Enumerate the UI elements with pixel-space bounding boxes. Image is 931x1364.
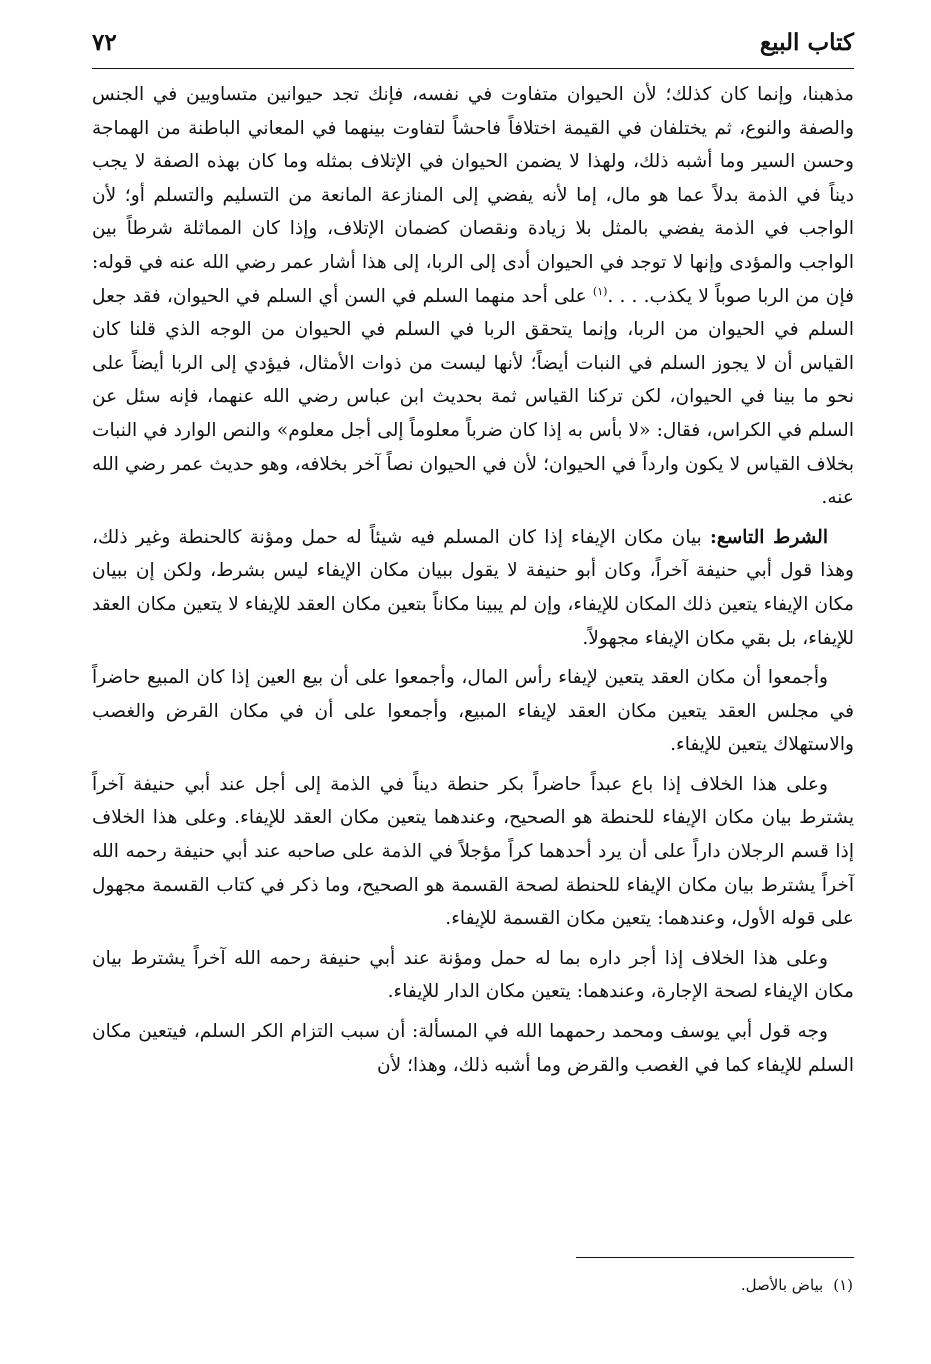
footnote-text: بياض بالأصل. — [740, 1276, 824, 1294]
page-number: ٧٢ — [92, 28, 117, 56]
footnote-divider — [576, 1257, 854, 1258]
page-header — [92, 22, 854, 62]
paragraph-5: وعلى هذا الخلاف إذا أجر داره بما له حمل ومؤنة عند أبي حنيفة رحمه الله آخراً يشترط بيان مكان الإيفاء لصحة الإجارة، وعندهما: يتعين مكان الدار للإيفاء. — [92, 947, 854, 1003]
paragraph-1 — [92, 78, 854, 515]
running-title: كتاب البيع — [759, 28, 854, 56]
header-divider — [92, 68, 854, 69]
footnote-number: (١) — [833, 1276, 853, 1294]
paragraph-text: على أحد منهما السلم في السن أي السلم في الحيوان، فقد جعل السلم في الحيوان من الربا، وإنما يتحقق الربا في السلم في الحيوان من الوجه الذي قلنا كان القياس أن لا يجوز السلم في النبات أيضاً؛ لأنها ليست من ذوات الأمثال، فيؤدي إلى الربا أيضاً على نحو ما بينا في الحيوان، لكن تركنا القياس ثمة بحديث ابن عباس رضي الله عنهما، فإنه سئل عن السلم في الكراس، فقال: «لا بأس به إذا كان ضرباً معلوماً إلى أجل معلوم» والنص الوارد في النبات بخلاف القياس لا يكون وارداً في الحيوان؛ لأن في الحيوان نصاً آخر بخلافه، وهو حديث عمر رضي الله عنه. — [92, 285, 854, 509]
paragraph-3: وأجمعوا أن مكان العقد يتعين لإيفاء رأس المال، وأجمعوا على أن بيع العين إذا كان المبيع حاضراً في مجلس العقد يتعين مكان العقد لإيفاء المبيع، وأجمعوا على أن في مكان القرض والغصب والاستهلاك يتعين للإيفاء. — [92, 667, 854, 756]
paragraph-6: وجه قول أبي يوسف ومحمد رحمهما الله في المسألة: أن سبب التزام الكر السلم، فيتعين مكان السلم للإيفاء كما في الغصب والقرض وما أشبه ذلك، وهذا؛ لأن — [92, 1021, 854, 1076]
paragraph-4: وعلى هذا الخلاف إذا باع عبداً حاضراً بكر حنطة ديناً في الذمة إلى أجل عند أبي حنيفة آخراً يشترط بيان مكان الإيفاء للحنطة هو الصحيح، وعندهما يتعين مكان العقد للإيفاء. وعلى هذا الخلاف إذا قسم الرجلان داراً على أن يرد أحدهما كراً مؤجلاً في الذمة على صاحبه عند أبي حنيفة رحمه الله آخراً يشترط بيان مكان الإيفاء للحنطة لصحة القسمة هو الصحيح، وما ذكر في كتاب القسمة مجهول على قوله الأول، وعندهما: يتعين مكان القسمة للإيفاء. — [92, 773, 854, 930]
condition-heading: الشرط التاسع: — [709, 526, 828, 548]
paragraph-2 — [92, 521, 854, 655]
paragraph-text: مذهبنا، وإنما كان كذلك؛ لأن الحيوان متفاوت في نفسه، فإنك تجد حيوانين متساويين في الجنس والصفة والنوع، ثم يختلفان في القيمة اختلافاً فاحشاً لتفاوت بينهما في المعاني الباطنة من الهماجة وحسن السير وما أشبه ذلك، ولهذا لا يضمن الحيوان في الإتلاف بمثله وما كان بهذه الصفة لا يجب ديناً في الذمة بدلاً عما هو مال، إما لأنه يفضي إلى المنازعة المانعة من التسليم والتسلم أو؛ لأن الواجب في الذمة يفضي بالمثل بلا زيادة ونقصان كضمان الإتلاف، وإذا كان المماثلة شرطاً بين الواجب والمؤدى وإنها لا توجد في الحيوان أدى إلى الربا، إلى هذا أشار عمر رضي الله عنه في قوله: فإن من الربا صوباً لا يكذب. . . . — [92, 84, 854, 307]
main-text — [92, 78, 854, 1088]
paragraph-text: بيان مكان الإيفاء إذا كان المسلم فيه شيئاً له حمل ومؤنة كالحنطة وغير ذلك، وهذا قول أبي حنيفة آخراً، وكان أبو حنيفة لا يقول ببيان مكان الإيفاء ليس بشرط، ولكن إن ببيان مكان الإيفاء يتعين ذلك المكان للإيفاء، وإن لم يبينا مكاناً بتعين مكان العقد للإيفاء لا يتعين مكان العقد للإيفاء، بل بقي مكان الإيفاء مجهولاً. — [92, 526, 854, 649]
footnote-reference: (١) — [592, 284, 608, 298]
footnote — [741, 1276, 853, 1294]
